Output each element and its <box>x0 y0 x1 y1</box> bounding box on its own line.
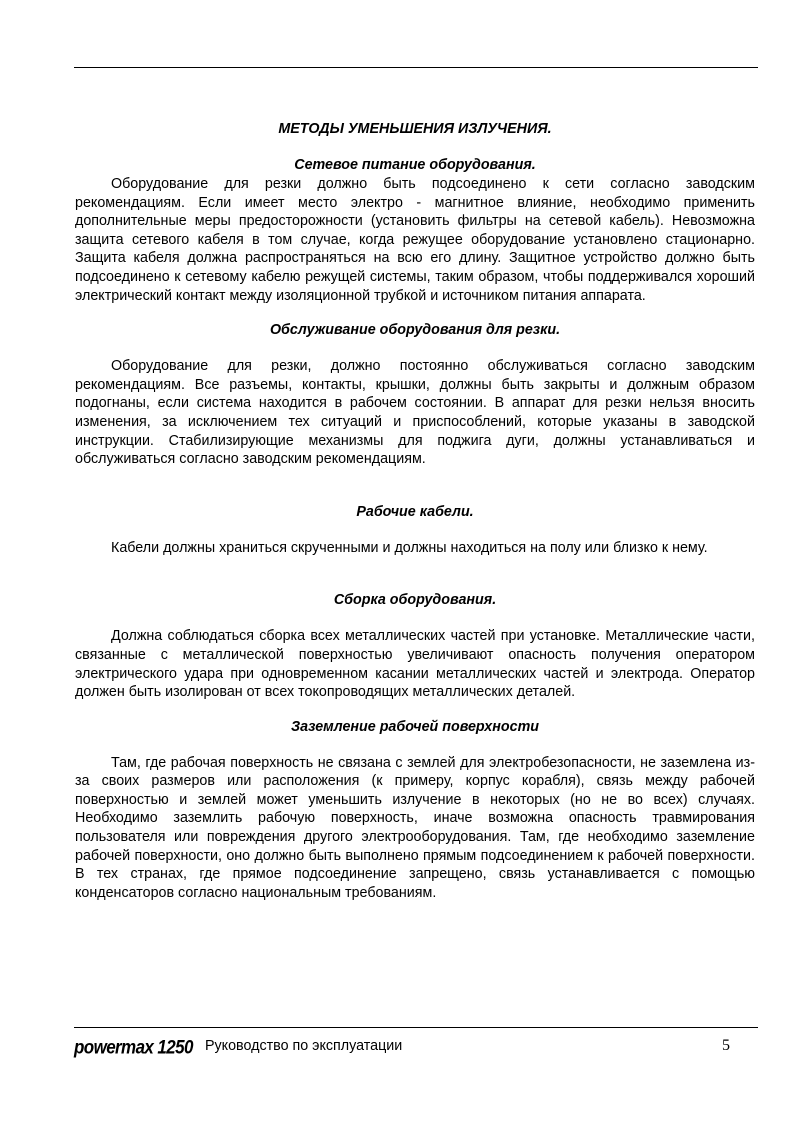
section-text-work-cables: Кабели должны храниться скрученными и должны находиться на полу или близко к нему. <box>111 539 708 556</box>
section-text-power-supply: Оборудование для резки должно быть подсоединено к сети согласно заводским рекомендациям. Если имеет место электро - магнитное влияние, необходимо применить дополнительные меры предосторожности (установить фильтры на сетевой кабель). Невозможна защита сетевого кабеля в том случае, когда режущее оборудование установлено стационарно. Защита кабеля должна распространяться на всю его длину. Защитное устройство должно быть подсоединено к сетевому кабелю режущей системы, таким образом, чтобы поддерживался хороший электрический контакт между изоляционной трубкой и источником питания аппарата. <box>75 176 755 304</box>
section-heading-power-supply: Сетевое питание оборудования. <box>294 157 536 173</box>
brand-logo: powermax 1250 <box>74 1036 193 1058</box>
page-footer <box>74 1034 758 1060</box>
section-text-assembly: Должна соблюдаться сборка всех металлических частей при установке. Металлические части, связанные с металлической поверхностью увеличивают опасность получения оператором электрического удара при одновременном касании металлических частей и электрода. Оператор должен быть изолирован от всех токопроводящих металлических деталей. <box>75 628 755 701</box>
section-heading-assembly: Сборка оборудования. <box>333 592 497 609</box>
manual-title: Руководство по эксплуатации <box>205 1038 403 1054</box>
section-heading-maintenance: Обслуживание оборудования для резки. <box>269 322 561 339</box>
header-rule <box>74 67 758 68</box>
section-heading-work-cables: Рабочие кабели. <box>356 503 474 520</box>
page-number: 5 <box>722 1037 730 1054</box>
section-heading-grounding: Заземление рабочей поверхности <box>290 718 540 735</box>
section-text-maintenance: Оборудование для резки, должно постоянно обслуживаться согласно заводским рекомендациям. Все разъемы, контакты, крышки, должны быть закрыты и должным образом подогнаны, если система находится в рабочем состоянии. В аппарат для резки нельзя вносить изменения, за исключением тех ситуаций и приспособлений, которые указаны в заводской инструкции. Стабилизирующие механизмы для поджига дуги, должны устанавливаться и обслуживаться согласно заводским рекомендациям. <box>75 358 755 468</box>
footer-rule <box>74 1027 758 1028</box>
section-text-grounding: Там, где рабочая поверхность не связана с землей для электробезопасности, не заземлена из-за своих размеров или расположения (к примеру, корпус корабля), связь между рабочей поверхностью и землей может уменьшить излучение в некоторых (но не во всех) случаях. Необходимо заземлить рабочую поверхность, иначе возможна опасность травмирования пользователя или повреждения другого электрооборудования. Там, где необходимо заземление рабочей поверхности, оно должно быть выполнено прямым подсоединением к рабочей поверхности. В тех странах, где прямое подсоединение запрещено, связь устанавливается с помощью конденсаторов согласно национальным требованиям. <box>75 754 755 901</box>
document-title: МЕТОДЫ УМЕНЬШЕНИЯ ИЗЛУЧЕНИЯ. <box>278 121 552 137</box>
page-content <box>75 120 755 902</box>
